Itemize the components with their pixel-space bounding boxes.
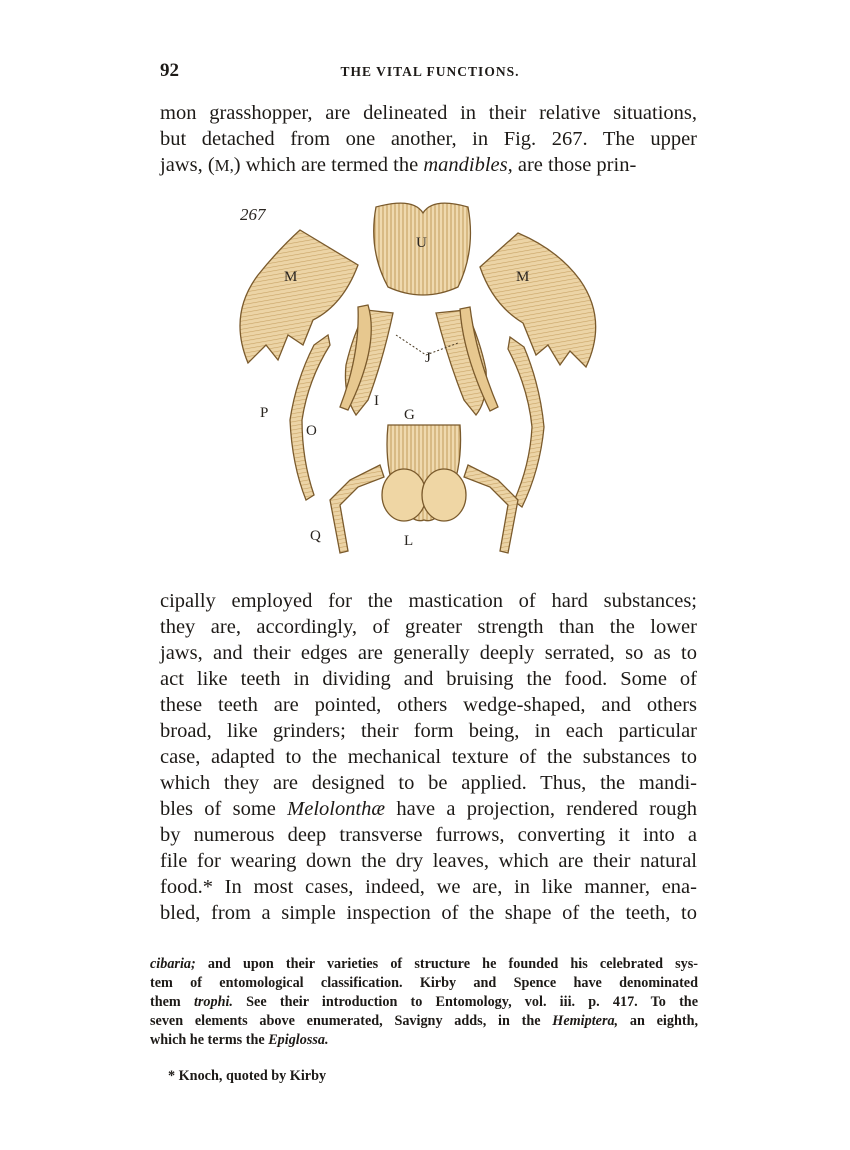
text-line: jaws, (M,) which are termed the mandibles, are those prin- xyxy=(160,154,637,176)
label-Q: Q xyxy=(310,528,321,544)
text-line: case, adapted to the mechanical texture of the substances to xyxy=(160,746,697,768)
footnote-line: which he terms the Epiglossa. xyxy=(150,1032,329,1048)
label-I: I xyxy=(374,393,379,409)
running-title: THE VITAL FUNCTIONS. xyxy=(340,64,520,79)
text-line: which they are designed to be applied. Thus, the mandi- xyxy=(160,772,697,794)
labial-palp-left xyxy=(330,465,384,553)
paragraph-top xyxy=(160,100,697,179)
text-line: but detached from one another, in Fig. 267. The upper xyxy=(160,128,697,150)
label-M-right: M xyxy=(516,269,530,285)
text-line: mon grasshopper, are delineated in their relative situations, xyxy=(160,102,697,124)
palp-right-shape xyxy=(508,337,544,507)
text-line: jaws, and their edges are generally deeply serrated, so as to xyxy=(160,642,697,664)
footnote xyxy=(150,955,698,1050)
mandible-right-shape xyxy=(480,233,596,367)
text-line: they are, accordingly, of greater strength than the lower xyxy=(160,616,697,638)
text-line: bles of some Melolonthæ have a projection, rendered rough xyxy=(160,798,697,820)
text-line: cipally employed for the mastication of hard substances; xyxy=(160,590,697,612)
insect-mouthparts-illustration xyxy=(218,195,632,565)
text-line: these teeth are pointed, others wedge-shaped, and others xyxy=(160,694,697,716)
footnote-knoch: * Knoch, quoted by Kirby xyxy=(168,1068,327,1084)
footnote-line: them trophi. See their introduction to Entomology, vol. iii. p. 417. To the xyxy=(150,994,698,1010)
palp-left-shape xyxy=(290,335,330,500)
text-line: broad, like grinders; their form being, in each particular xyxy=(160,720,697,742)
text-line: act like teeth in dividing and bruising the food. Some of xyxy=(160,668,697,690)
label-M-left: M xyxy=(284,269,298,285)
running-head xyxy=(160,60,700,86)
figure-267 xyxy=(218,195,632,565)
text-line: food.* In most cases, indeed, we are, in like manner, ena- xyxy=(160,876,697,898)
page-number: 92 xyxy=(160,60,179,81)
label-P: P xyxy=(260,405,269,421)
text-line: file for wearing down the dry leaves, which are their natural xyxy=(160,850,697,872)
paragraph-main xyxy=(160,588,697,926)
label-U: U xyxy=(416,235,427,251)
labium-lobe-right xyxy=(422,469,466,521)
footnote-line: tem of entomological classification. Kirby and Spence have denominated xyxy=(150,975,698,991)
text-line: by numerous deep transverse furrows, converting it into a xyxy=(160,824,697,846)
footnote-line: seven elements above enumerated, Savigny adds, in the Hemiptera, an eighth, xyxy=(150,1013,699,1029)
labial-palp-right xyxy=(464,465,518,553)
footnote-line: cibaria; and upon their varieties of structure he founded his celebrated sys- xyxy=(150,956,698,972)
mandible-left-shape xyxy=(240,230,358,363)
label-G: G xyxy=(404,407,415,423)
label-L: L xyxy=(404,533,414,549)
label-J: J xyxy=(425,350,431,366)
label-O: O xyxy=(306,423,317,439)
labium-lobe-left xyxy=(382,469,426,521)
text-line: bled, from a simple inspection of the shape of the teeth, to xyxy=(160,902,697,924)
figure-number: 267 xyxy=(240,205,266,224)
